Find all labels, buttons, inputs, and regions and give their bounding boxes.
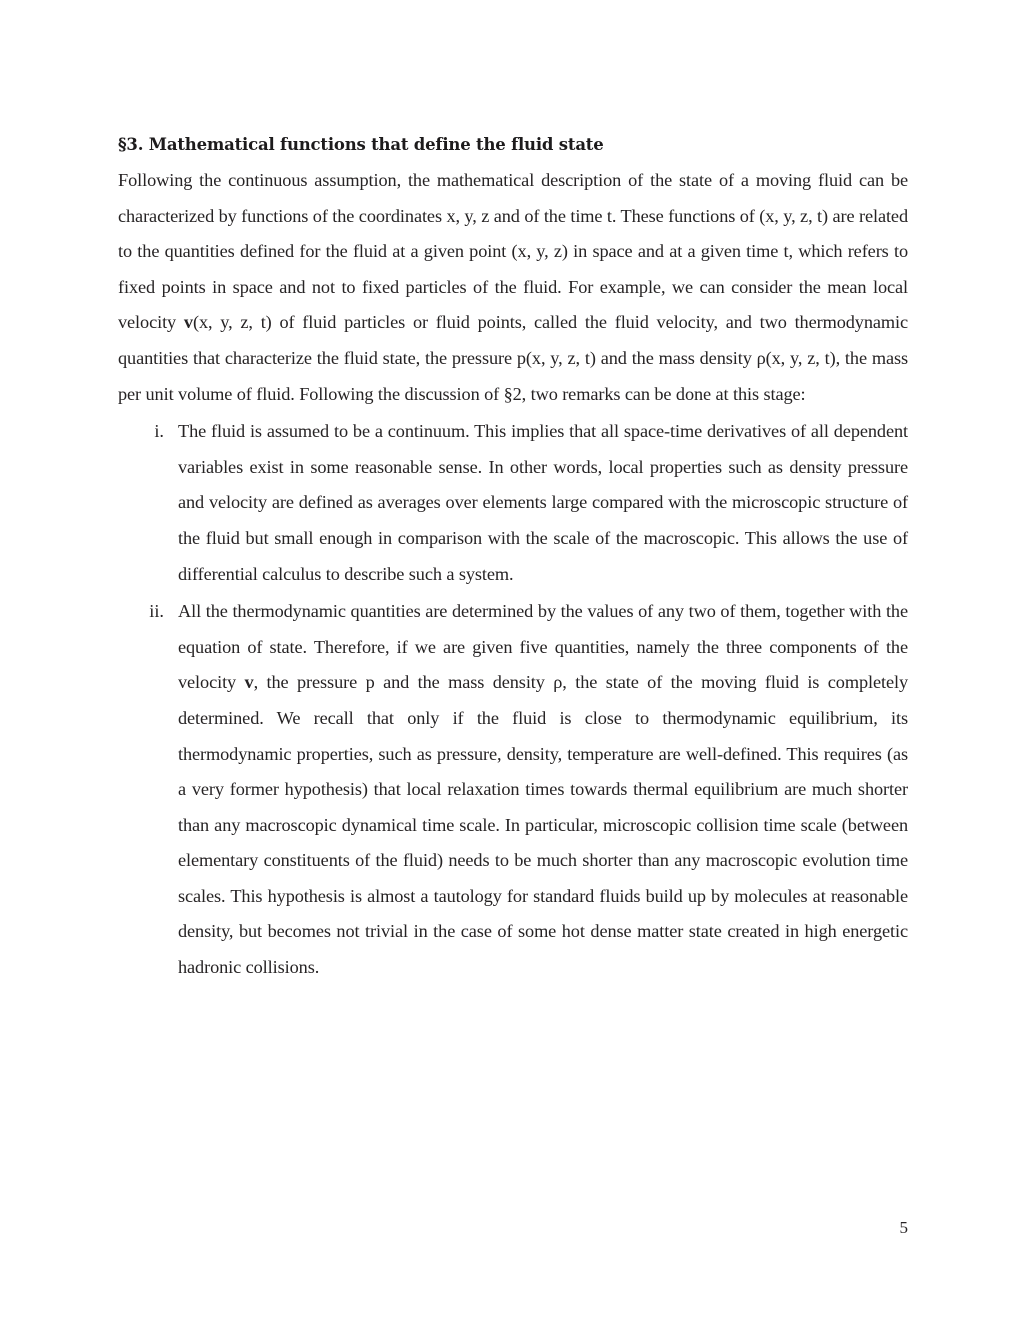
remark-item-ii [118,594,908,986]
page-number: 5 [899,1218,908,1237]
document-body [118,135,908,986]
intro-paragraph [118,163,908,412]
remark-ii-part-2: , the pressure p and the mass density ρ, the state of the moving fluid is completely determined. We recall that only if the fluid is close to thermodynamic equilibrium, its thermodynamic properties, such as pressure, density, temperature are well-defined. This requires (as a very former hypothesis) that local relaxation times towards thermal equilibrium are much shorter than any macroscopic dynamical time scale. In particular, microscopic collision time scale (between elementary constituents of the fluid) needs to be much shorter than any macroscopic evolution time scales. This hypothesis is almost a tautology for standard fluids build up by molecules at reasonable density, but becomes not trivial in the case of some hot dense matter state created in high energetic hadronic collisions. [178,672,908,978]
velocity-symbol-bold: v [183,312,193,333]
remarks-list [118,414,908,986]
remark-text-i: The fluid is assumed to be a continuum. This implies that all space-time derivatives of all dependent variables exist in some reasonable sense. In other words, local properties such as density pressure and velocity are defined as averages over elements large compared with the microscopic structure of the fluid but small enough in comparison with the scale of the macroscopic. This allows the use of differential calculus to describe such a system. [178,421,908,584]
intro-paragraph-part-2: (x, y, z, t) of fluid particles or fluid points, called the fluid velocity, and two thermodynamic quantities that characterize the fluid state, the pressure p(x, y, z, t) and the mass density ρ(x, y, z, t), the mass per unit volume of fluid. Following the discussion of §2, two remarks can be done at this stage: [118,312,908,404]
remark-marker-ii: ii. [149,601,164,622]
remark-item-i [118,414,908,592]
remark-text-ii [178,594,908,986]
remark-marker-i: i. [154,421,164,442]
intro-paragraph-part-1: Following the continuous assumption, the mathematical description of the state of a moving fluid can be characterized by functions of the coordinates x, y, z and of the time t. These functions of (x, y, z, t) are related to the quantities defined for the fluid at a given point (x, y, z) in space and at a given time t, which refers to fixed points in space and not to fixed particles of the fluid. For example, we can consider the mean local velocity [118,170,908,333]
remark-ii-velocity-symbol-bold: v [244,672,254,693]
section-heading: §3. Mathematical functions that define the fluid state [118,135,604,154]
remark-ii-part-1: All the thermodynamic quantities are determined by the values of any two of them, together with the equation of state. Therefore, if we are given five quantities, namely the three components of the velocity [178,601,908,693]
